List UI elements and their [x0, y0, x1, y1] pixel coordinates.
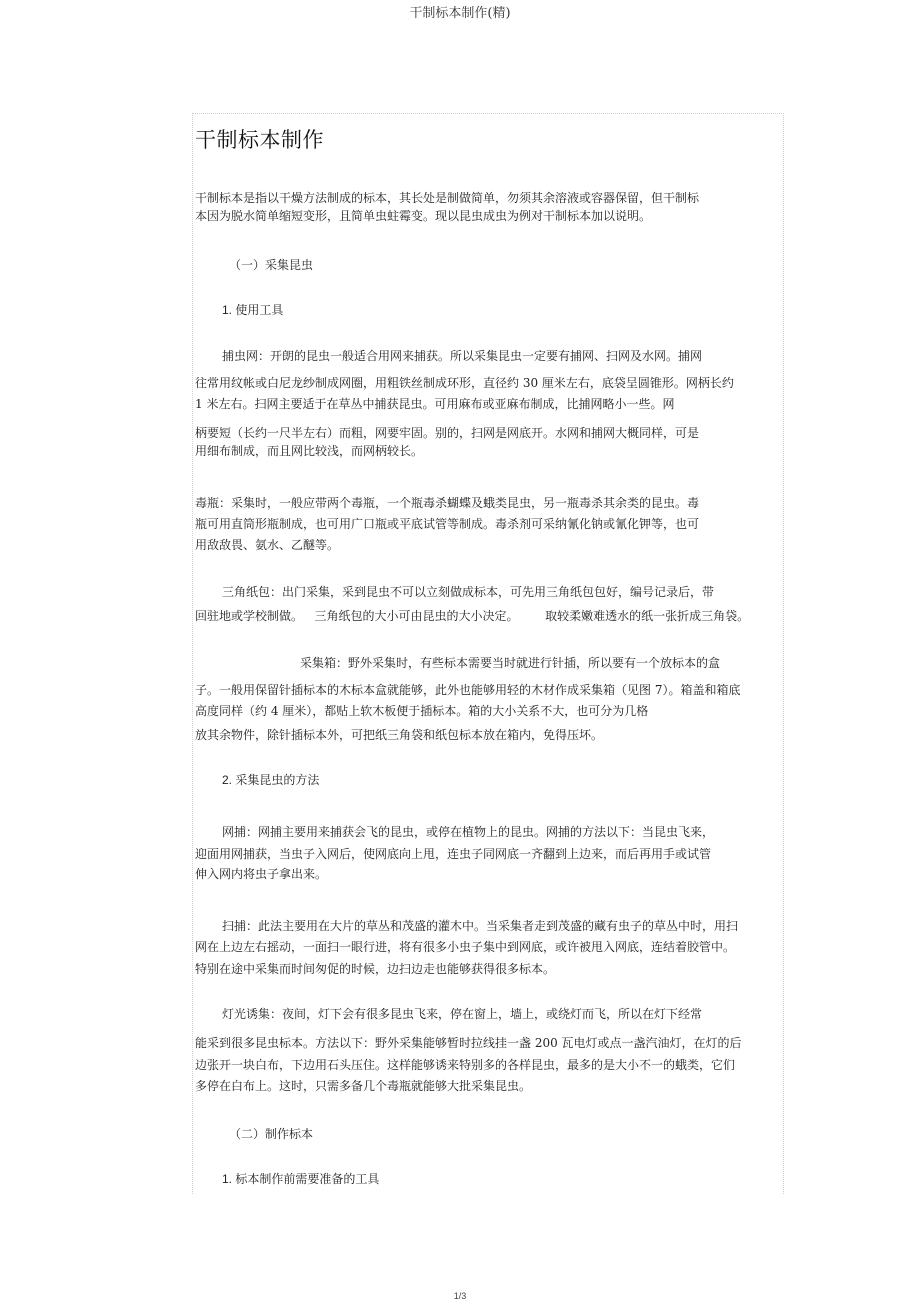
netting-line-1: 网捕：网捕主要用来捕获会飞的昆虫，或停在植物上的昆虫。网捕的方法以下：当昆虫飞来， [222, 825, 715, 839]
section-heading-collect: （一）采集昆虫 [229, 258, 314, 272]
subheading-tools: 1. 使用工具 [222, 303, 284, 317]
box-line-4: 放其余物件，除针插标本外，可把纸三角袋和纸包标本放在箱内，免得压坏。 [195, 728, 604, 742]
page-number: 1/3 [453, 1291, 467, 1301]
light-line-1: 灯光诱集：夜间，灯下会有很多昆虫飞来，停在窗上，墙上，或绕灯而飞，所以在灯下经常 [222, 1007, 703, 1021]
intro-line-1: 干制标本是指以干燥方法制成的标本，其长处是制做简单，勿须其余溶液或容器保留，但干制标 [195, 191, 700, 205]
document-frame [192, 113, 784, 1194]
light-line-4: 多停在白布上。这时，只需多备几个毒瓶就能够大批采集昆虫。 [195, 1079, 532, 1093]
net-line-1: 捕虫网：开朗的昆虫一般适合用网来捕获。所以采集昆虫一定要有捕网、扫网及水网。捕网 [222, 349, 703, 363]
poison-line-2: 瓶可用直筒形瓶制成，也可用广口瓶或平底试管等制成。毒杀剂可采纳氰化钠或氰化钾等，也可 [195, 517, 700, 531]
subheading-methods: 2. 采集昆虫的方法 [222, 773, 320, 787]
box-line-2: 子。一般用保留针插标本的木标本盒就能够，此外也能够用轻的木材作成采集箱（见图 7）。箱盖和箱底 [195, 683, 741, 697]
intro-line-2: 本因为脱水简单缩短变形，且简单虫蛀霉变。现以昆虫成虫为例对干制标本加以说明。 [195, 209, 652, 223]
net-line-3: 1 米左右。扫网主要适于在草丛中捕获昆虫。可用麻布或亚麻布制成，比捕网略小一些。网 [195, 397, 675, 411]
netting-line-2: 迎面用网捕获，当虫子入网后，使网底向上甩，连虫子同网底一齐翻到上边来，而后再用手或试管 [195, 847, 712, 861]
subheading-prep-tools: 1. 标本制作前需要准备的工具 [222, 1172, 380, 1186]
net-line-5: 用细布制成，而且网比较浅，而网柄较长。 [195, 444, 424, 458]
box-line-1: 采集箱：野外采集时，有些标本需要当时就进行针插，所以要有一个放标本的盒 [300, 656, 721, 670]
net-line-4: 柄要短（长约一尺半左右）而粗，网要牢固。别的，扫网是网底开。水网和捕网大概同样，可是 [195, 426, 700, 440]
document-title: 干制标本制作 [195, 128, 324, 152]
paper-line-2: 回驻地或学校制做。 三角纸包的大小可由昆虫的大小决定。 取较柔嫩难透水的纸一张折成三角袋。 [195, 609, 750, 623]
paper-line-1: 三角纸包：出门采集，采到昆虫不可以立刻做成标本，可先用三角纸包包好，编号记录后，带 [222, 585, 715, 599]
page-header-title: 干制标本制作(精) [409, 6, 511, 21]
sweep-line-2: 网在上边左右摇动，一面扫一眼行进，将有很多小虫子集中到网底，或许被甩入网底，连结着胶管中。 [195, 940, 736, 954]
netting-line-3: 伸入网内将虫子拿出来。 [195, 867, 328, 881]
sweep-line-3: 特别在途中采集而时间匆促的时候，边扫边走也能够获得很多标本。 [195, 962, 556, 976]
box-line-3: 高度同样（约 4 厘米），都贴上软木板便于插标本。箱的大小关系不大，也可分为几格 [195, 704, 649, 718]
sweep-line-1: 扫捕：此法主要用在大片的草丛和茂盛的灌木中。当采集者走到茂盛的藏有虫子的草丛中时，用扫 [222, 919, 739, 933]
section-heading-make: （二）制作标本 [229, 1127, 314, 1141]
poison-line-1: 毒瓶：采集时，一般应带两个毒瓶，一个瓶毒杀蝴蝶及蛾类昆虫，另一瓶毒杀其余类的昆虫。毒 [195, 496, 700, 510]
light-line-2: 能采到很多昆虫标本。方法以下：野外采集能够暂时拉线挂一盏 200 瓦电灯或点一盏汽油灯，在灯的后 [195, 1036, 742, 1050]
net-line-2: 往常用纹帐或白尼龙纱制成网圈，用粗铁丝制成环形，直径约 30 厘米左右，底袋呈圆锥形。网柄长约 [195, 376, 734, 390]
poison-line-3: 用敌敌畏、氨水、乙醚等。 [195, 538, 340, 552]
light-line-3: 边张开一块白布，下边用石头压住。这样能够诱来特别多的各样昆虫，最多的是大小不一的蛾类，它们 [195, 1058, 736, 1072]
